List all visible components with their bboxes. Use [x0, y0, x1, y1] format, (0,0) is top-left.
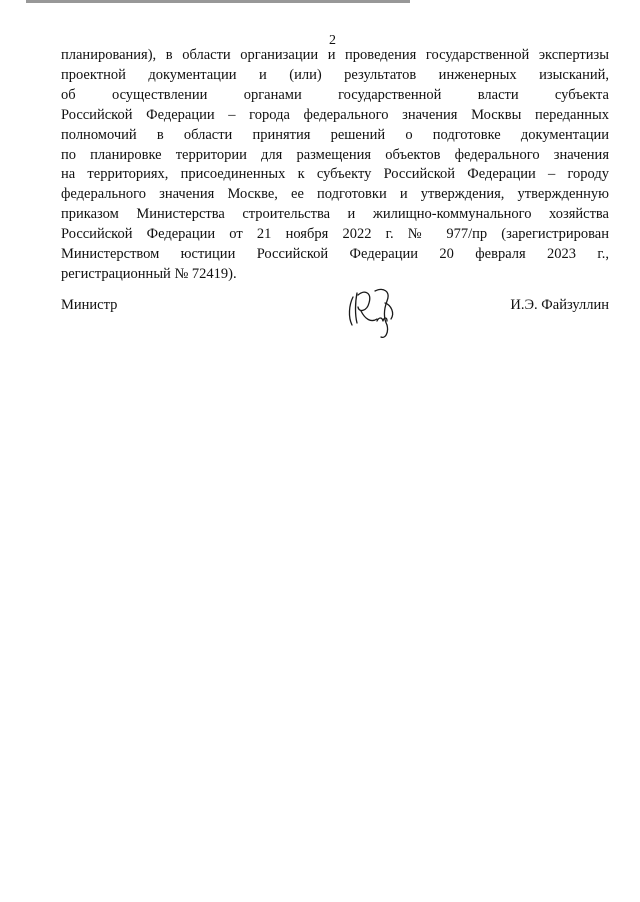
body-line-6: по планировке территории для размещения объектов федерального значения	[61, 146, 609, 163]
scan-top-edge	[0, 0, 640, 3]
body-line-7: на территориях, присоединенных к субъекту Российской Федерации – городу	[61, 166, 609, 183]
body-line-4: Российской Федерации – города федерального значения Москвы переданных	[61, 106, 609, 123]
body-line-5: полномочий в области принятия решений о подготовке документации	[61, 126, 609, 143]
body-line-12: регистрационный № 72419).	[61, 265, 237, 282]
body-line-10: Российской Федерации от 21 ноября 2022 г. № 977/пр (зарегистрирован	[61, 226, 609, 243]
body-line-9: приказом Министерства строительства и жилищно-коммунального хозяйства	[61, 206, 609, 223]
signature-icon	[341, 283, 411, 345]
body-paragraph	[61, 46, 609, 285]
signature-row	[61, 297, 609, 357]
signer-name: И.Э. Файзуллин	[510, 297, 609, 313]
signer-title: Министр	[61, 297, 118, 313]
page-number: 2	[329, 33, 336, 48]
body-line-8: федерального значения Москве, ее подготовки и утверждения, утвержденную	[61, 186, 609, 203]
body-line-1: планирования), в области организации и проведения государственной экспертизы	[61, 47, 609, 63]
body-line-3: об осуществлении органами государственной власти субъекта	[61, 86, 609, 103]
body-line-11: Министерством юстиции Российской Федерации 20 февраля 2023 г.,	[61, 246, 609, 263]
body-line-2: проектной документации и (или) результатов инженерных изысканий,	[61, 66, 609, 83]
